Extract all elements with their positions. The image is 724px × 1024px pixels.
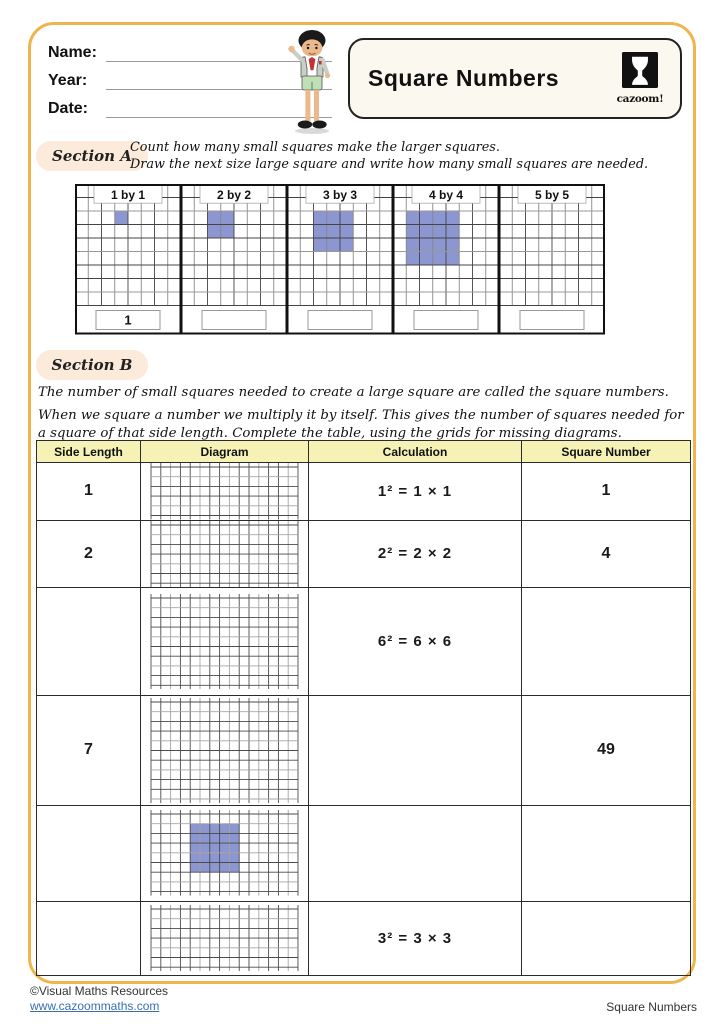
panel-label: 5 by 5 [534, 188, 570, 202]
answer-box[interactable] [520, 311, 584, 330]
table-row [37, 587, 691, 695]
diagram-cell[interactable] [141, 901, 309, 975]
square-number-cell: 49 [522, 695, 691, 805]
diagram-grid [150, 698, 299, 803]
website-link[interactable]: www.cazoommaths.com [30, 999, 160, 1013]
diagram-cell[interactable] [141, 587, 309, 695]
diagram-grid [150, 521, 299, 587]
worksheet-name-footer: Square Numbers [606, 1000, 697, 1014]
table-row [37, 901, 691, 975]
title-box [348, 38, 682, 119]
instruction-line-1: Count how many small squares make the larger squares. [130, 140, 500, 155]
filled-square-3by3 [314, 211, 354, 252]
square-number-cell: 1 [522, 463, 691, 521]
section-b-body: When we square a number we multiply it by itself. This gives the number of squares needed for a square of that side length. Complete the table, using the grids for missing diagrams. [38, 408, 684, 441]
filled-square-diagram [190, 824, 239, 872]
cazoom-logo-text: cazoom! [616, 93, 664, 105]
diagram-grid [150, 594, 299, 689]
calculation-cell: 6² = 6 × 6 [309, 587, 522, 695]
cazoom-logo [612, 52, 668, 105]
diagram-grid [150, 463, 299, 520]
column-header-side-length: Side Length [37, 441, 141, 463]
section-b-intro: The number of small squares needed to create a large square are called the square numbers. [38, 385, 669, 400]
side-length-cell[interactable] [37, 805, 141, 901]
diagram-cell [141, 805, 309, 901]
table-header-row [37, 441, 691, 463]
table-row [37, 463, 691, 521]
answer-value: 1 [124, 312, 132, 328]
square-numbers-table-wrap [36, 440, 691, 976]
calculation-cell: 2² = 2 × 2 [309, 520, 522, 587]
section-a-instructions [130, 140, 648, 173]
calculation-cell: 3² = 3 × 3 [309, 901, 522, 975]
diagram-cell[interactable] [141, 520, 309, 587]
section-a-label: Section A [36, 141, 148, 171]
column-header-calculation: Calculation [309, 441, 522, 463]
table-row [37, 805, 691, 901]
diagram-cell[interactable] [141, 463, 309, 521]
table-row [37, 695, 691, 805]
student-cartoon-icon [281, 28, 343, 136]
panel-label: 2 by 2 [216, 188, 252, 202]
square-number-cell: 4 [522, 520, 691, 587]
answer-box[interactable] [414, 311, 478, 330]
copyright-text: ©Visual Maths Resources [30, 984, 169, 998]
calculation-cell[interactable] [309, 695, 522, 805]
worksheet-title: Square Numbers [368, 65, 560, 91]
answer-box[interactable] [202, 311, 266, 330]
filled-square-1by1 [115, 211, 128, 225]
calculation-cell: 1² = 1 × 1 [309, 463, 522, 521]
diagram-grid [150, 905, 299, 971]
column-header-square-number: Square Number [522, 441, 691, 463]
square-number-cell[interactable] [522, 901, 691, 975]
panel-label: 1 by 1 [110, 188, 146, 202]
panel-label: 3 by 3 [322, 188, 358, 202]
side-length-cell[interactable] [37, 587, 141, 695]
square-number-cell[interactable] [522, 587, 691, 695]
field-label-date: Date: [48, 100, 89, 117]
panel-label: 4 by 4 [428, 188, 464, 202]
side-length-cell: 1 [37, 463, 141, 521]
square-numbers-table [36, 440, 691, 976]
diagram-grid [150, 810, 299, 896]
column-header-diagram: Diagram [141, 441, 309, 463]
side-length-cell: 2 [37, 520, 141, 587]
instruction-line-2: Draw the next size large square and write how many small squares are needed. [130, 156, 649, 172]
table-row [37, 520, 691, 587]
side-length-cell: 7 [37, 695, 141, 805]
side-length-cell[interactable] [37, 901, 141, 975]
diagram-cell[interactable] [141, 695, 309, 805]
section-a-grid [75, 184, 605, 335]
field-label-year: Year: [48, 72, 88, 89]
cazoom-drum-icon [622, 52, 658, 88]
section-b-label: Section B [36, 350, 148, 380]
calculation-cell[interactable] [309, 805, 522, 901]
field-label-name: Name: [48, 44, 97, 61]
answer-box[interactable] [308, 311, 372, 330]
square-number-cell[interactable] [522, 805, 691, 901]
section-b-text [38, 384, 690, 443]
